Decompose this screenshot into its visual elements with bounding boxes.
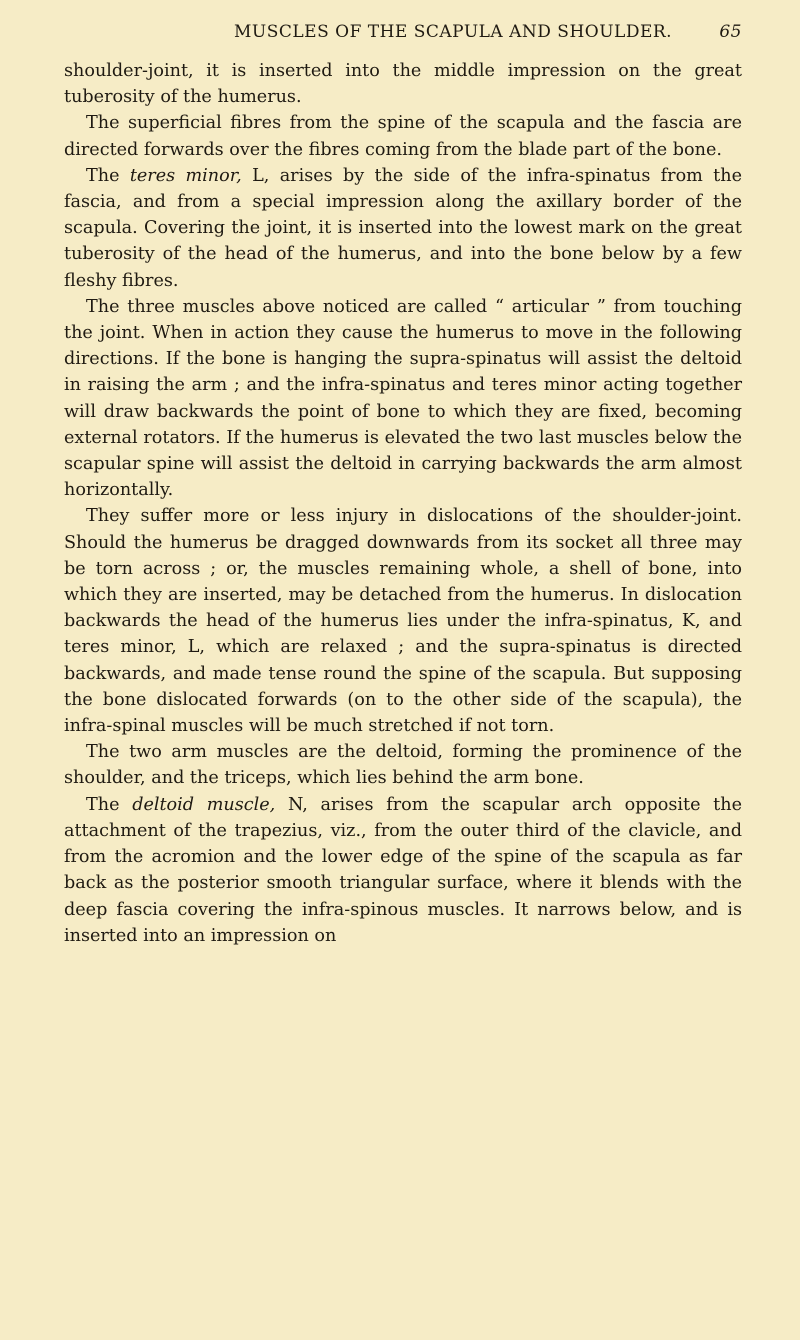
paragraph-articular-muscles: The three muscles above noticed are called “ articular ” from touching the joint. When in action they cause the humerus to move in the following directions. If the bone is hanging the supra-spinatus will assist the deltoid in raising the arm ; and the infra-spinatus and teres minor acting together will draw backwards the point of bone to which they are fixed, becoming external rotators. If the humerus is elevated the two last muscles below the scapular spine will assist the deltoid in carrying backwards the arm almost horizontally. — [64, 296, 742, 501]
body-text — [64, 58, 742, 949]
running-head — [64, 22, 742, 56]
running-title: MUSCLES OF THE SCAPULA AND SHOULDER. — [234, 22, 673, 42]
paragraph-arm-muscles: The two arm muscles are the deltoid, forming the prominence of the shoulder, and the triceps, which lies behind the arm bone. — [64, 742, 742, 789]
term-deltoid-muscle: deltoid muscle, — [132, 794, 276, 815]
paragraph-continuation: shoulder-joint, it is inserted into the middle impression on the great tuberosity of the humerus. — [64, 61, 742, 108]
paragraph-dislocations: They suffer more or less injury in dislocations of the shoulder-joint. Should the humerus be dragged downwards from its socket all three may be torn across ; or, the muscles remaining whole, a shell of bone, into which they are inserted, may be detached from the humerus. In dislocation backwards the head of the humerus lies under the infra-spinatus, K, and teres minor, L, which are relaxed ; and the supra-spinatus is directed backwards, and made tense round the spine of the scapula. But supposing the bone dislocated forwards (on to the other side of the scapula), the infra-spinal muscles will be much stretched if not torn. — [64, 506, 742, 737]
term-teres-minor: teres minor, — [129, 165, 242, 186]
paragraph-deltoid: The deltoid muscle, N, arises from the scapular arch opposite the attachment of the trapezius, viz., from the outer third of the clavicle, and from the acromion and the lower edge of the spine of the scapula as far back as the posterior smooth triangular surface, where it blends with the deep fascia covering the infra-spinous muscles. It narrows below, and is inserted into an impression on — [64, 794, 742, 946]
page-number: 65 — [719, 22, 742, 42]
paragraph-superficial-fibres: The superficial fibres from the spine of the scapula and the fascia are directed forwards over the fibres coming from the blade part of the bone. — [64, 113, 742, 160]
paragraph-teres-minor: The teres minor, L, arises by the side of the infra-spinatus from the fascia, and from a special impression along the axillary border of the scapula. Covering the joint, it is inserted into the lowest mark on the great tuberosity of the head of the humerus, and into the bone below by a few fleshy fibres. — [64, 165, 743, 291]
